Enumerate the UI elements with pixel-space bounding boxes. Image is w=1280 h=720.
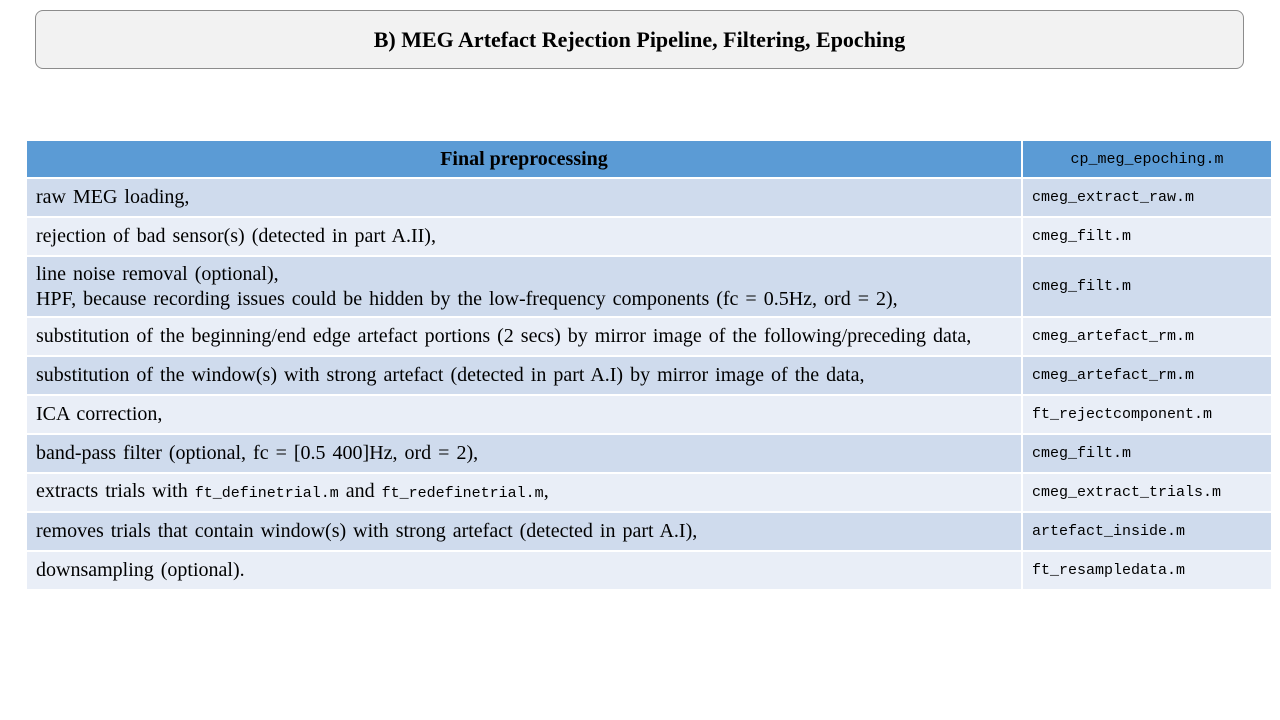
table-row [26,356,1272,395]
row-script: cmeg_artefact_rm.m [1022,356,1272,395]
row-description: removes trials that contain window(s) with strong artefact (detected in part A.I), [26,512,1022,551]
code-redefinetrial: ft_redefinetrial.m [381,485,544,502]
row-script: cmeg_filt.m [1022,434,1272,473]
table-row [26,317,1272,356]
table-row [26,178,1272,217]
table-header-row [26,140,1272,178]
row-description: band-pass filter (optional, fc = [0.5 400]Hz, ord = 2), [26,434,1022,473]
row-description: substitution of the beginning/end edge artefact portions (2 secs) by mirror image of the following/preceding data, [26,317,1022,356]
header-description: Final preprocessing [26,140,1022,178]
row-description-mid: and [338,480,382,502]
table-row [26,256,1272,317]
header-script: cp_meg_epoching.m [1022,140,1272,178]
row-script: artefact_inside.m [1022,512,1272,551]
row-script: ft_resampledata.m [1022,551,1272,590]
table-row [26,473,1272,512]
row-description: ICA correction, [26,395,1022,434]
row-description-suffix: , [543,480,549,502]
table-row [26,512,1272,551]
row-script: cmeg_filt.m [1022,217,1272,256]
row-description: substitution of the window(s) with strong artefact (detected in part A.I) by mirror image of the data, [26,356,1022,395]
row-script: ft_rejectcomponent.m [1022,395,1272,434]
table-row [26,434,1272,473]
slide-title: B) MEG Artefact Rejection Pipeline, Filtering, Epoching [373,26,906,52]
row-description-line: line noise removal (optional), [36,262,279,285]
code-definetrial: ft_definetrial.m [194,485,339,502]
pipeline-table [25,139,1273,591]
row-script: cmeg_extract_raw.m [1022,178,1272,217]
row-script: cmeg_artefact_rm.m [1022,317,1272,356]
row-description: rejection of bad sensor(s) (detected in part A.II), [26,217,1022,256]
row-script: cmeg_filt.m [1022,256,1272,317]
table-row [26,551,1272,590]
row-description [26,256,1022,317]
title-box [35,10,1244,69]
row-description [26,473,1022,512]
row-description: raw MEG loading, [26,178,1022,217]
row-description: downsampling (optional). [26,551,1022,590]
table-row [26,217,1272,256]
row-description-line: HPF, because recording issues could be hidden by the low-frequency components (fc = 0.5Hz, ord = 2), [36,287,898,310]
row-script: cmeg_extract_trials.m [1022,473,1272,512]
table-row [26,395,1272,434]
row-description-prefix: extracts trials with [36,480,195,502]
